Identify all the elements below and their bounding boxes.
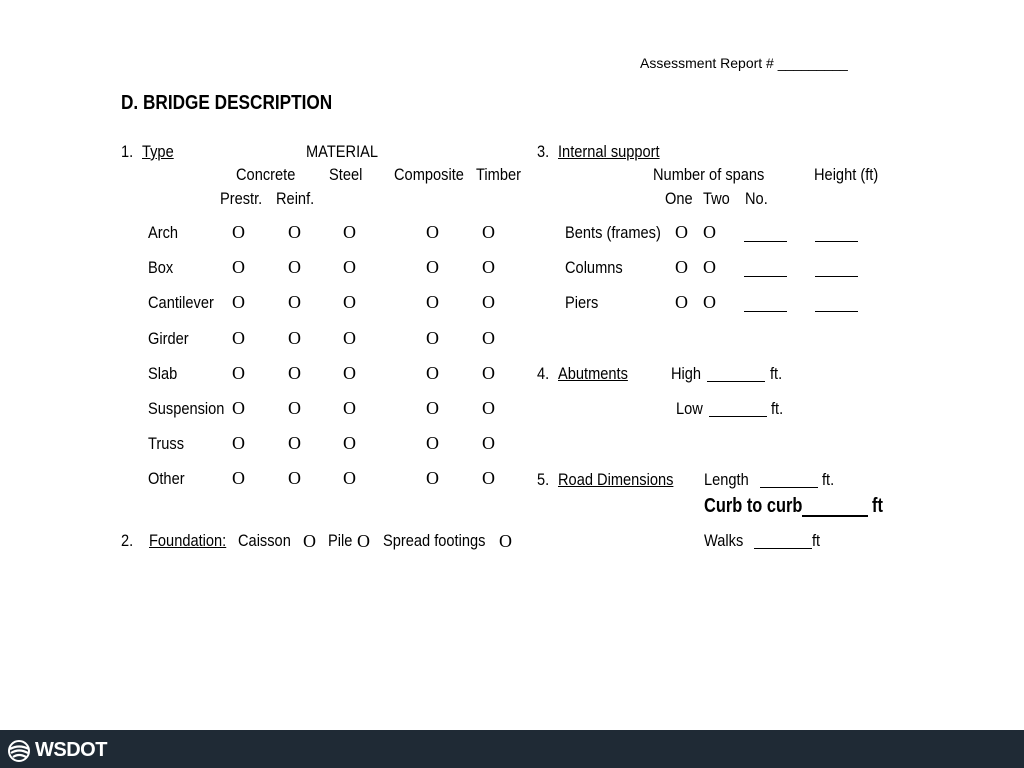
type-option-0[interactable]: O <box>232 222 245 242</box>
col-composite: Composite <box>394 165 464 184</box>
type-option-1[interactable]: O <box>288 433 301 453</box>
type-option-4[interactable]: O <box>482 363 495 383</box>
wsdot-swoosh-icon <box>8 740 32 762</box>
curb-to-curb-unit: ft <box>872 495 883 517</box>
foundation-pile-label: Pile <box>328 531 353 550</box>
type-option-2[interactable]: O <box>343 292 356 312</box>
type-option-1[interactable]: O <box>288 328 301 348</box>
col-timber: Timber <box>476 165 521 184</box>
type-option-3[interactable]: O <box>426 363 439 383</box>
abutments-number: 4. <box>537 364 550 383</box>
type-number: 1. <box>121 142 134 161</box>
type-option-4[interactable]: O <box>482 433 495 453</box>
walks-field[interactable] <box>754 548 812 549</box>
road-length-unit: ft. <box>822 470 835 489</box>
foundation-caisson-label: Caisson <box>238 531 291 550</box>
internal-support-number: 3. <box>537 142 550 161</box>
height-heading: Height (ft) <box>814 165 879 184</box>
spans-no: No. <box>745 189 768 208</box>
foundation-heading: Foundation: <box>149 531 227 550</box>
type-row-label: Other <box>148 469 185 488</box>
internal-support-heading: Internal support <box>558 142 660 161</box>
type-option-3[interactable]: O <box>426 328 439 348</box>
type-option-0[interactable]: O <box>232 433 245 453</box>
curb-to-curb-label: Curb to curb <box>704 495 803 517</box>
foundation-pile-option[interactable]: O <box>357 531 370 551</box>
type-option-0[interactable]: O <box>232 468 245 488</box>
support-height-field[interactable] <box>815 276 858 277</box>
type-option-4[interactable]: O <box>482 222 495 242</box>
type-option-1[interactable]: O <box>288 257 301 277</box>
support-height-field[interactable] <box>815 241 858 242</box>
assessment-report-label: Assessment Report # _________ <box>640 55 848 71</box>
col-concrete: Concrete <box>236 165 296 184</box>
foundation-spread-label: Spread footings <box>383 531 486 550</box>
type-option-2[interactable]: O <box>343 468 356 488</box>
type-option-0[interactable]: O <box>232 257 245 277</box>
road-length-field[interactable] <box>760 487 818 488</box>
type-heading: Type <box>142 142 174 161</box>
section-title: D. BRIDGE DESCRIPTION <box>121 92 333 114</box>
type-option-2[interactable]: O <box>343 328 356 348</box>
walks-label: Walks <box>704 531 744 550</box>
foundation-spread-option[interactable]: O <box>499 531 512 551</box>
type-option-4[interactable]: O <box>482 257 495 277</box>
wsdot-logo <box>8 739 107 762</box>
support-option-one[interactable]: O <box>675 257 688 277</box>
type-row-label: Suspension <box>148 399 225 418</box>
abutments-high-unit: ft. <box>770 364 783 383</box>
type-row-label: Cantilever <box>148 293 214 312</box>
type-option-0[interactable]: O <box>232 328 245 348</box>
support-option-two[interactable]: O <box>703 222 716 242</box>
abutments-low-unit: ft. <box>771 399 784 418</box>
col-reinforced: Reinf. <box>276 189 315 208</box>
col-prestressed: Prestr. <box>220 189 263 208</box>
type-option-0[interactable]: O <box>232 292 245 312</box>
spans-two: Two <box>703 189 730 208</box>
abutments-high-field[interactable] <box>707 381 765 382</box>
wsdot-logo-text: WSDOT <box>35 739 107 761</box>
type-option-0[interactable]: O <box>232 398 245 418</box>
support-row-label: Bents (frames) <box>565 223 661 242</box>
type-option-4[interactable]: O <box>482 468 495 488</box>
type-option-3[interactable]: O <box>426 292 439 312</box>
type-option-1[interactable]: O <box>288 222 301 242</box>
spans-one: One <box>665 189 693 208</box>
support-option-one[interactable]: O <box>675 292 688 312</box>
type-row-label: Box <box>148 258 174 277</box>
type-row-label: Slab <box>148 364 178 383</box>
abutments-low-field[interactable] <box>709 416 767 417</box>
type-option-3[interactable]: O <box>426 433 439 453</box>
type-row-label: Arch <box>148 223 179 242</box>
type-option-1[interactable]: O <box>288 292 301 312</box>
abutments-low-label: Low <box>676 399 703 418</box>
type-option-4[interactable]: O <box>482 292 495 312</box>
type-option-2[interactable]: O <box>343 398 356 418</box>
material-heading: MATERIAL <box>306 142 379 161</box>
type-option-0[interactable]: O <box>232 363 245 383</box>
spans-heading: Number of spans <box>653 165 765 184</box>
support-row-label: Columns <box>565 258 623 277</box>
type-option-1[interactable]: O <box>288 398 301 418</box>
support-option-two[interactable]: O <box>703 257 716 277</box>
road-length-label: Length <box>704 470 749 489</box>
type-row-label: Girder <box>148 329 189 348</box>
support-row-label: Piers <box>565 293 599 312</box>
type-option-1[interactable]: O <box>288 363 301 383</box>
type-option-2[interactable]: O <box>343 433 356 453</box>
road-dimensions-number: 5. <box>537 470 550 489</box>
type-option-2[interactable]: O <box>343 363 356 383</box>
support-count-field[interactable] <box>744 311 787 312</box>
abutments-heading: Abutments <box>558 364 628 383</box>
type-option-3[interactable]: O <box>426 257 439 277</box>
type-option-2[interactable]: O <box>343 257 356 277</box>
type-option-3[interactable]: O <box>426 222 439 242</box>
foundation-number: 2. <box>121 531 134 550</box>
type-option-3[interactable]: O <box>426 468 439 488</box>
curb-to-curb-field[interactable] <box>802 515 868 517</box>
support-option-one[interactable]: O <box>675 222 688 242</box>
road-dimensions-heading: Road Dimensions <box>558 470 674 489</box>
type-row-label: Truss <box>148 434 185 453</box>
col-steel: Steel <box>329 165 363 184</box>
walks-unit: ft <box>812 531 821 550</box>
type-option-4[interactable]: O <box>482 398 495 418</box>
footer-bar <box>0 730 1024 768</box>
abutments-high-label: High <box>671 364 702 383</box>
support-count-field[interactable] <box>744 276 787 277</box>
type-option-1[interactable]: O <box>288 468 301 488</box>
type-option-3[interactable]: O <box>426 398 439 418</box>
foundation-caisson-option[interactable]: O <box>303 531 316 551</box>
support-option-two[interactable]: O <box>703 292 716 312</box>
support-height-field[interactable] <box>815 311 858 312</box>
support-count-field[interactable] <box>744 241 787 242</box>
type-option-4[interactable]: O <box>482 328 495 348</box>
type-option-2[interactable]: O <box>343 222 356 242</box>
